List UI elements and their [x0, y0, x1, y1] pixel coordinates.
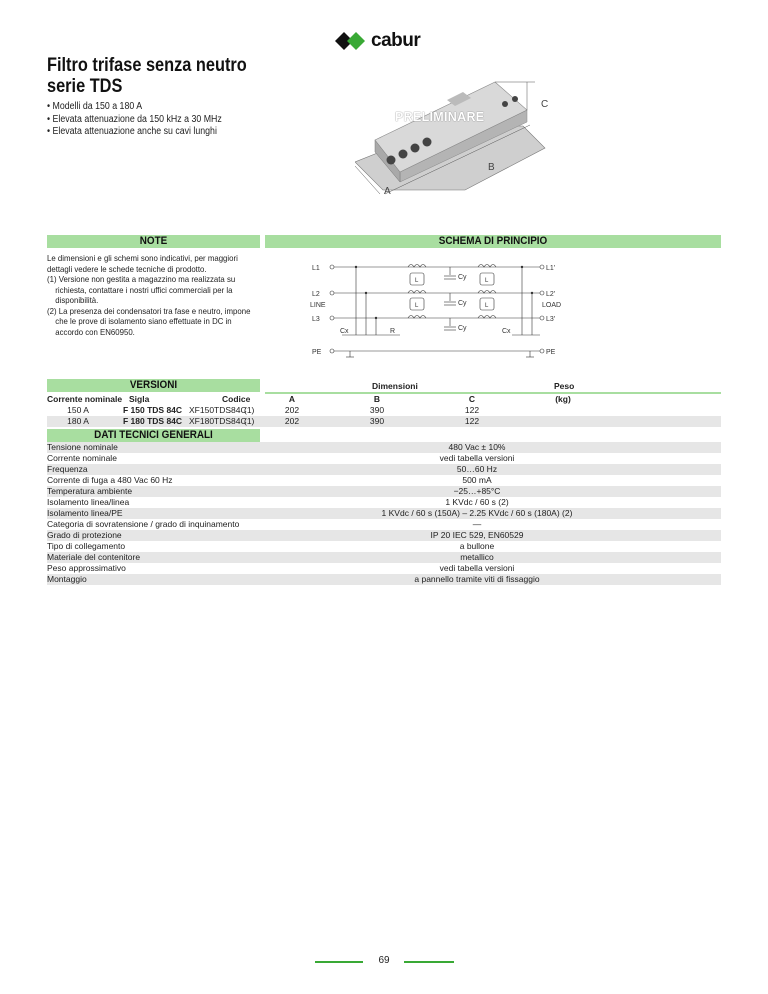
- col-corrente: Corrente nominale: [47, 394, 123, 404]
- spec-value: metallico: [460, 552, 494, 562]
- table-row: [47, 486, 721, 497]
- spec-label: Grado di protezione: [47, 530, 122, 540]
- preliminary-stamp: PRELIMINARE: [395, 110, 485, 124]
- spec-label: Categoria di sovratensione / grado di inquinamento: [47, 519, 240, 529]
- dimensioni-header-line: [265, 379, 721, 394]
- table-row: [47, 464, 721, 475]
- schema-cy-label: Cy: [458, 325, 467, 332]
- table-row: [47, 497, 721, 508]
- col-c: C: [468, 394, 476, 404]
- dimensioni-header: Dimensioni: [372, 381, 418, 391]
- codice-cell: XF180TDS84C: [189, 416, 247, 426]
- col-a: A: [288, 394, 296, 404]
- feature-item: • Elevata attenuazione anche su cavi lunghi: [47, 126, 217, 137]
- spec-value: a bullone: [459, 541, 495, 551]
- table-row: [47, 563, 721, 574]
- dimension-a-label: A: [384, 186, 391, 197]
- schema-l2-label: L2: [312, 291, 320, 298]
- table-row: [47, 530, 721, 541]
- spec-value: —: [472, 519, 482, 529]
- table-row: [47, 405, 721, 416]
- circuit-schematic: [300, 255, 570, 363]
- spec-label: Temperatura ambiente: [47, 486, 133, 496]
- schema-l1-label: L1: [312, 265, 320, 272]
- versioni-table-header: [47, 394, 721, 405]
- note-intro: Le dimensioni e gli schemi sono indicativi, per maggiori dettagli vedere le schede tecniche di prodotto.: [47, 253, 238, 274]
- spec-value: 1 KVdc / 60 s (2): [445, 497, 509, 507]
- sigla-cell: F 150 TDS 84C: [123, 405, 183, 415]
- spec-value: 500 mA: [462, 475, 492, 485]
- spec-label: Frequenza: [47, 464, 88, 474]
- product-photo: [355, 70, 555, 198]
- spec-label: Montaggio: [47, 574, 87, 584]
- feature-item: • Elevata attenuazione da 150 kHz a 30 MHz: [47, 113, 222, 125]
- corrente-cell: 150 A: [67, 405, 89, 415]
- spec-value: IP 20 IEC 529, EN60529: [430, 530, 524, 540]
- table-row: [47, 541, 721, 552]
- a-cell: 202: [284, 416, 300, 426]
- spec-value: −25…+85°C: [453, 486, 501, 496]
- table-row: [47, 442, 721, 453]
- schema-l3-label: L3: [312, 316, 320, 323]
- schema-line-label: LINE: [310, 302, 326, 309]
- note-heading: NOTE: [139, 235, 168, 247]
- page-number: 69: [378, 955, 390, 966]
- title-line-2: serie TDS: [47, 76, 123, 97]
- feature-list: [47, 101, 222, 139]
- nota-cell: (1): [244, 405, 255, 415]
- spec-label: Tensione nominale: [47, 442, 118, 452]
- spec-label: Corrente nominale: [47, 453, 117, 463]
- brand-name: cabur: [371, 30, 421, 51]
- spec-value: a pannello tramite viti di fissaggio: [414, 574, 540, 584]
- table-row: [47, 453, 721, 464]
- schema-cy-label: Cy: [458, 300, 467, 307]
- schema-load-label: LOAD: [542, 302, 562, 309]
- peso-header: Peso: [554, 381, 575, 391]
- schema-cy-label: Cy: [458, 274, 467, 281]
- a-cell: 202: [284, 405, 300, 415]
- spec-value: vedi tabella versioni: [439, 563, 515, 573]
- notes-text: [47, 253, 259, 337]
- sigla-cell: F 180 TDS 84C: [123, 416, 183, 426]
- nota-cell: (1): [244, 416, 255, 426]
- dimension-b-label: B: [488, 162, 495, 173]
- b-cell: 390: [369, 416, 385, 426]
- footer-line-right: [404, 961, 454, 963]
- schema-l3-out-label: L3': [546, 316, 556, 323]
- spec-label: Peso approssimativo: [47, 563, 126, 573]
- schema-pe-out-label: PE: [546, 349, 556, 356]
- title-line-1: Filtro trifase senza neutro: [47, 55, 247, 76]
- schema-l-label: L: [485, 303, 489, 309]
- col-codice: Codice: [222, 394, 251, 404]
- spec-value: 480 Vac ± 10%: [448, 442, 506, 452]
- schema-cx-label: Cx: [502, 328, 511, 335]
- versioni-heading: VERSIONI: [129, 379, 178, 391]
- spec-value: 50…60 Hz: [456, 464, 498, 474]
- note-2: (2) La presenza dei condensatori tra fase e neutro, impone che le prove di isolamento siano effettuate in DC in accordo con EN60950.: [47, 305, 251, 337]
- cabur-logo-icon: [335, 32, 365, 50]
- dati-heading: DATI TECNICI GENERALI: [94, 429, 213, 441]
- spec-label: Isolamento linea/PE: [47, 508, 123, 518]
- table-row: [47, 416, 721, 427]
- spec-label: Isolamento linea/linea: [47, 497, 130, 507]
- schema-heading: SCHEMA DI PRINCIPIO: [438, 235, 548, 247]
- schema-pe-label: PE: [312, 349, 322, 356]
- spec-value: 1 KVdc / 60 s (150A) – 2.25 KVdc / 60 s (180A) (2): [381, 508, 573, 518]
- table-row: [47, 574, 721, 585]
- spec-value: vedi tabella versioni: [439, 453, 515, 463]
- schema-l-label: L: [415, 303, 419, 309]
- c-cell: 122: [464, 416, 480, 426]
- schema-l-label: L: [485, 278, 489, 284]
- table-row: [47, 552, 721, 563]
- col-b: B: [373, 394, 381, 404]
- feature-item: • Modelli da 150 a 180 A: [47, 101, 143, 112]
- b-cell: 390: [369, 405, 385, 415]
- spec-label: Corrente di fuga a 480 Vac 60 Hz: [47, 475, 173, 485]
- schema-cx-label: Cx: [340, 328, 349, 335]
- page-title: [47, 55, 247, 97]
- corrente-cell: 180 A: [67, 416, 89, 426]
- c-cell: 122: [464, 405, 480, 415]
- footer-line-left: [315, 961, 363, 963]
- table-row: [47, 508, 721, 519]
- schema-l-label: L: [415, 278, 419, 284]
- col-sigla: Sigla: [129, 394, 150, 404]
- brand-logo: [335, 30, 420, 52]
- spec-label: Materiale del contenitore: [47, 552, 141, 562]
- dimension-c-label: C: [541, 99, 549, 110]
- schema-l2-out-label: L2': [546, 291, 556, 298]
- col-peso: (kg): [555, 394, 571, 404]
- note-1: (1) Versione non gestita a magazzino ma realizzata su richiesta, contattare i nostri uffici commerciali per la disponibilità.: [47, 274, 236, 305]
- table-row: [47, 475, 721, 486]
- spec-label: Tipo di collegamento: [47, 541, 126, 551]
- schema-l1-out-label: L1': [546, 265, 556, 272]
- table-row: [47, 519, 721, 530]
- schema-r-label: R: [390, 328, 396, 335]
- codice-cell: XF150TDS84C: [189, 405, 247, 415]
